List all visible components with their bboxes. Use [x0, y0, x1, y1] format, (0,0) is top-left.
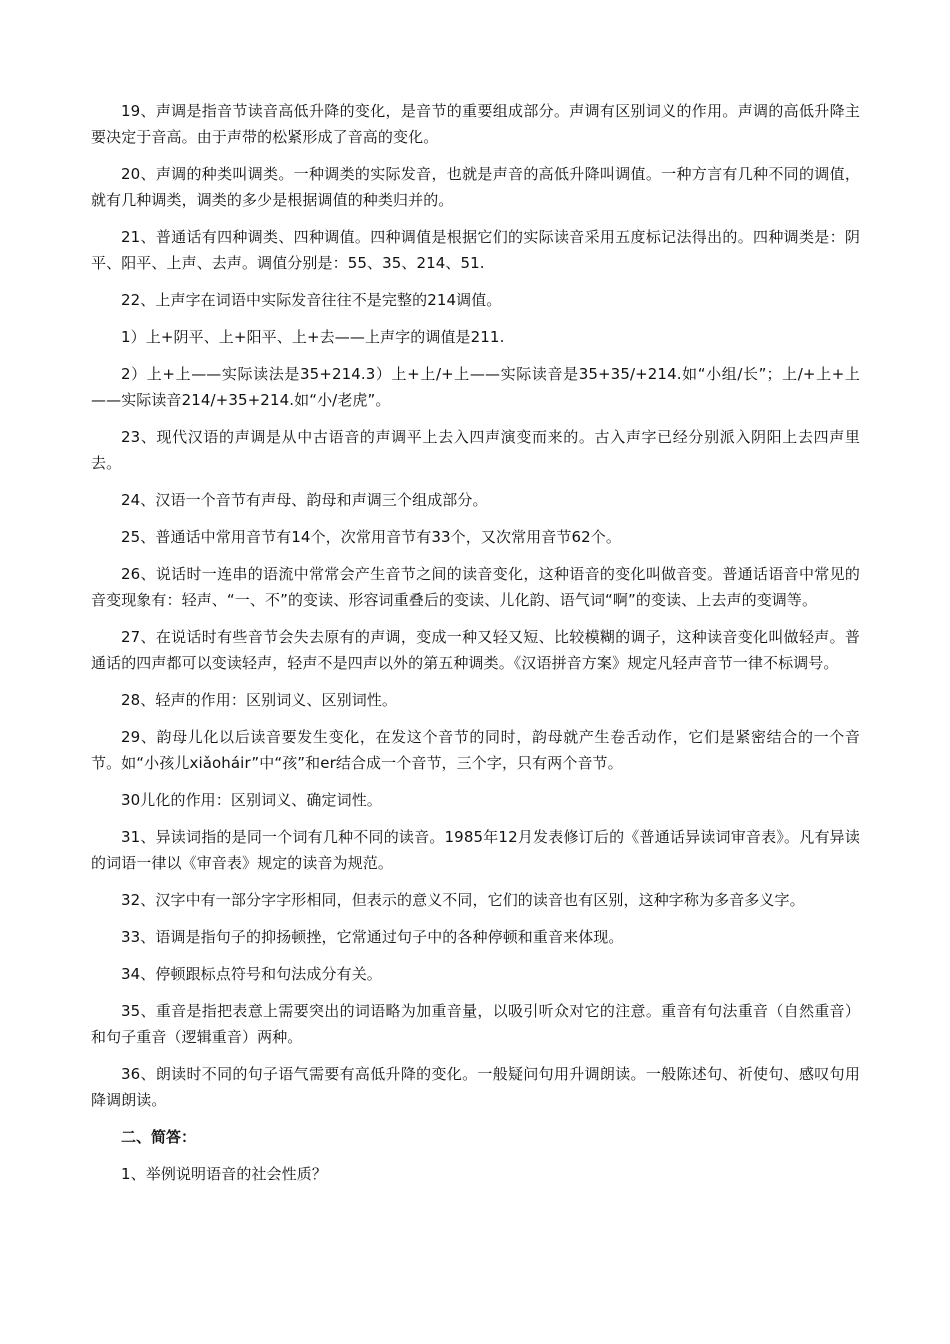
paragraph-22-item-2: 2）上+上——实际读法是35+214.3）上+上/+上——实际读音是35+35/+214.如“小组/长”；上/+上+上——实际读音214/+35+214.如“小/老虎”。 — [91, 365, 860, 409]
section-heading: 二、简答： — [121, 1128, 197, 1146]
paragraph-25: 25、普通话中常用音节有14个，次常用音节有33个，又次常用音节62个。 — [121, 528, 621, 546]
paragraph-36: 36、朗读时不同的句子语气需要有高低升降的变化。一般疑问句用升调朗读。一般陈述句、祈使句、感叹句用降调朗读。 — [91, 1065, 860, 1109]
paragraph-35: 35、重音是指把表意上需要突出的词语略为加重音量，以吸引听众对它的注意。重音有句法重音（自然重音）和句子重音（逻辑重音）两种。 — [91, 1002, 860, 1046]
paragraph-22: 22、上声字在词语中实际发音往往不是完整的214调值。 — [121, 291, 502, 309]
paragraph-27: 27、在说话时有些音节会失去原有的声调，变成一种又轻又短、比较模糊的调子，这种读音变化叫做轻声。普通话的四声都可以变读轻声，轻声不是四声以外的第五种调类。《汉语拼音方案》规定凡轻声音节一律不标调号。 — [91, 628, 860, 672]
paragraph-19: 19、声调是指音节读音高低升降的变化，是音节的重要组成部分。声调有区别词义的作用。声调的高低升降主要决定于音高。由于声带的松紧形成了音高的变化。 — [91, 102, 860, 146]
question-1: 1、举例说明语音的社会性质？ — [121, 1165, 327, 1183]
paragraph-33: 33、语调是指句子的抑扬顿挫，它常通过句子中的各种停顿和重音来体现。 — [121, 928, 624, 946]
paragraph-31: 31、异读词指的是同一个词有几种不同的读音。1985年12月发表修订后的《普通话异读词审音表》。凡有异读的词语一律以《审音表》规定的读音为规范。 — [91, 828, 860, 872]
paragraph-34: 34、停顿跟标点符号和句法成分有关。 — [121, 965, 382, 983]
paragraph-20: 20、声调的种类叫调类。一种调类的实际发音，也就是声音的高低升降叫调值。一种方言有几种不同的调值，就有几种调类，调类的多少是根据调值的种类归并的。 — [91, 165, 860, 209]
paragraph-30: 30儿化的作用：区别词义、确定词性。 — [121, 791, 382, 809]
paragraph-32: 32、汉字中有一部分字字形相同，但表示的意义不同，它们的读音也有区别，这种字称为多音多义字。 — [121, 891, 805, 909]
paragraph-21: 21、普通话有四种调类、四种调值。四种调值是根据它们的实际读音采用五度标记法得出的。四种调类是：阴平、阳平、上声、去声。调值分别是：55、35、214、51. — [91, 228, 860, 272]
paragraph-26: 26、说话时一连串的语流中常常会产生音节之间的读音变化，这种语音的变化叫做音变。普通话语音中常见的音变现象有：轻声、“一、不”的变读、形容词重叠后的变读、儿化韵、语气词“啊”的变读、上去声的变调等。 — [91, 565, 860, 609]
paragraph-23: 23、现代汉语的声调是从中古语音的声调平上去入四声演变而来的。古入声字已经分别派入阴阳上去四声里去。 — [91, 428, 860, 472]
paragraph-22-item-1: 1）上+阴平、上+阳平、上+去——上声字的调值是211. — [121, 328, 505, 346]
paragraph-29: 29、韵母儿化以后读音要发生变化，在发这个音节的同时，韵母就产生卷舌动作，它们是紧密结合的一个音节。如“小孩儿xiǎoháir”中“孩”和er结合成一个音节，三个字，只有两个音节。 — [91, 728, 860, 772]
paragraph-24: 24、汉语一个音节有声母、韵母和声调三个组成部分。 — [121, 491, 488, 509]
paragraph-28: 28、轻声的作用：区别词义、区别词性。 — [121, 691, 397, 709]
